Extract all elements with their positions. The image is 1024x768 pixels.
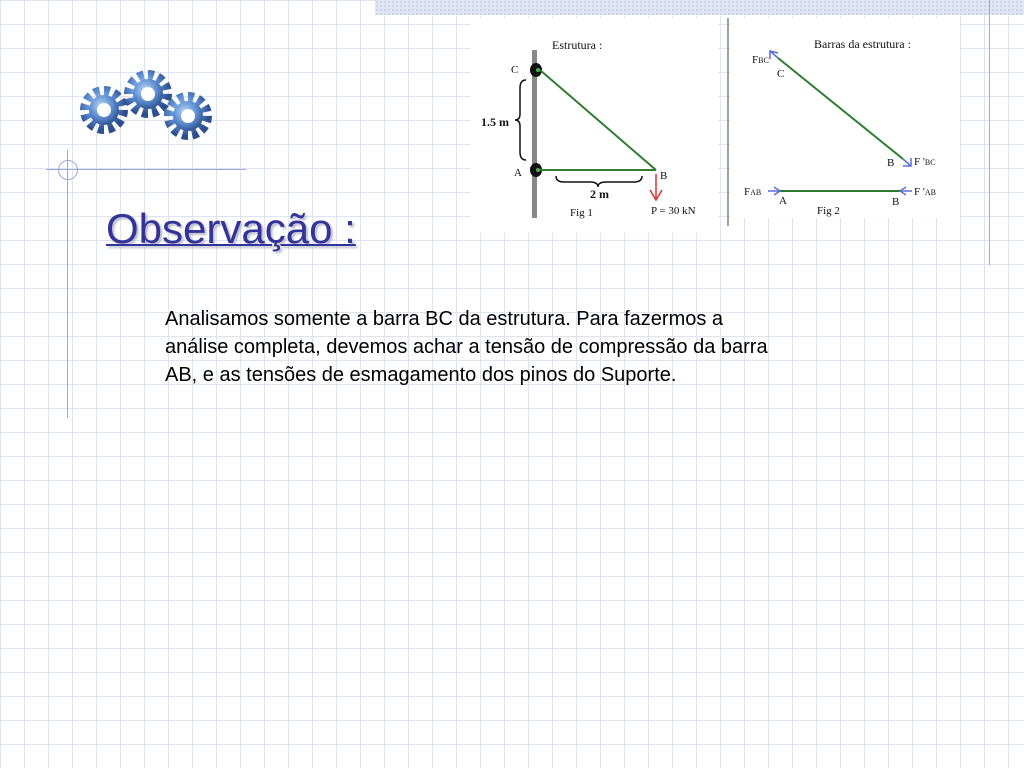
gear-right-icon	[170, 98, 206, 134]
figure-2	[730, 18, 960, 218]
figure2-heading: Barras da estrutura :	[814, 37, 911, 51]
free-label-c: C	[777, 68, 785, 80]
load-label: P = 30 kN	[651, 205, 696, 217]
figure-1	[470, 18, 718, 233]
structure-figures	[470, 18, 960, 233]
figure1-caption: Fig 1	[570, 207, 593, 219]
free-label-a: A	[779, 195, 787, 207]
label-b: B	[660, 170, 668, 182]
gear-middle-icon	[130, 76, 166, 112]
force-bc-prime-label: F 'BC	[914, 156, 936, 168]
gears-logo-icon	[78, 68, 218, 148]
slide-body-text: Analisamos somente a barra BC da estrutura. Para fazermos a análise completa, devemos achar a tensão de compressão da barra AB, e as tensões de esmagamento dos pinos do Suporte.	[165, 308, 768, 386]
right-rule-vertical	[989, 0, 990, 265]
free-label-b-top: B	[887, 157, 895, 169]
figure2-caption: Fig 2	[817, 205, 840, 217]
gear-left-icon	[86, 92, 122, 128]
force-ab-prime-label: F 'AB	[914, 186, 936, 198]
height-dimension: 1.5 m	[481, 115, 509, 129]
slide-title: Observação :	[106, 205, 356, 252]
label-a: A	[514, 167, 522, 179]
width-dimension: 2 m	[590, 187, 609, 201]
force-bc-label: FBC	[752, 54, 769, 66]
rule-circle-ornament	[58, 160, 78, 180]
force-ab-label: FAB	[744, 186, 762, 198]
left-rule-vertical	[67, 150, 68, 418]
top-pattern-band	[375, 0, 1024, 15]
figure1-heading: Estrutura :	[552, 38, 603, 52]
label-c: C	[511, 64, 519, 76]
free-label-b-bottom: B	[892, 196, 900, 208]
